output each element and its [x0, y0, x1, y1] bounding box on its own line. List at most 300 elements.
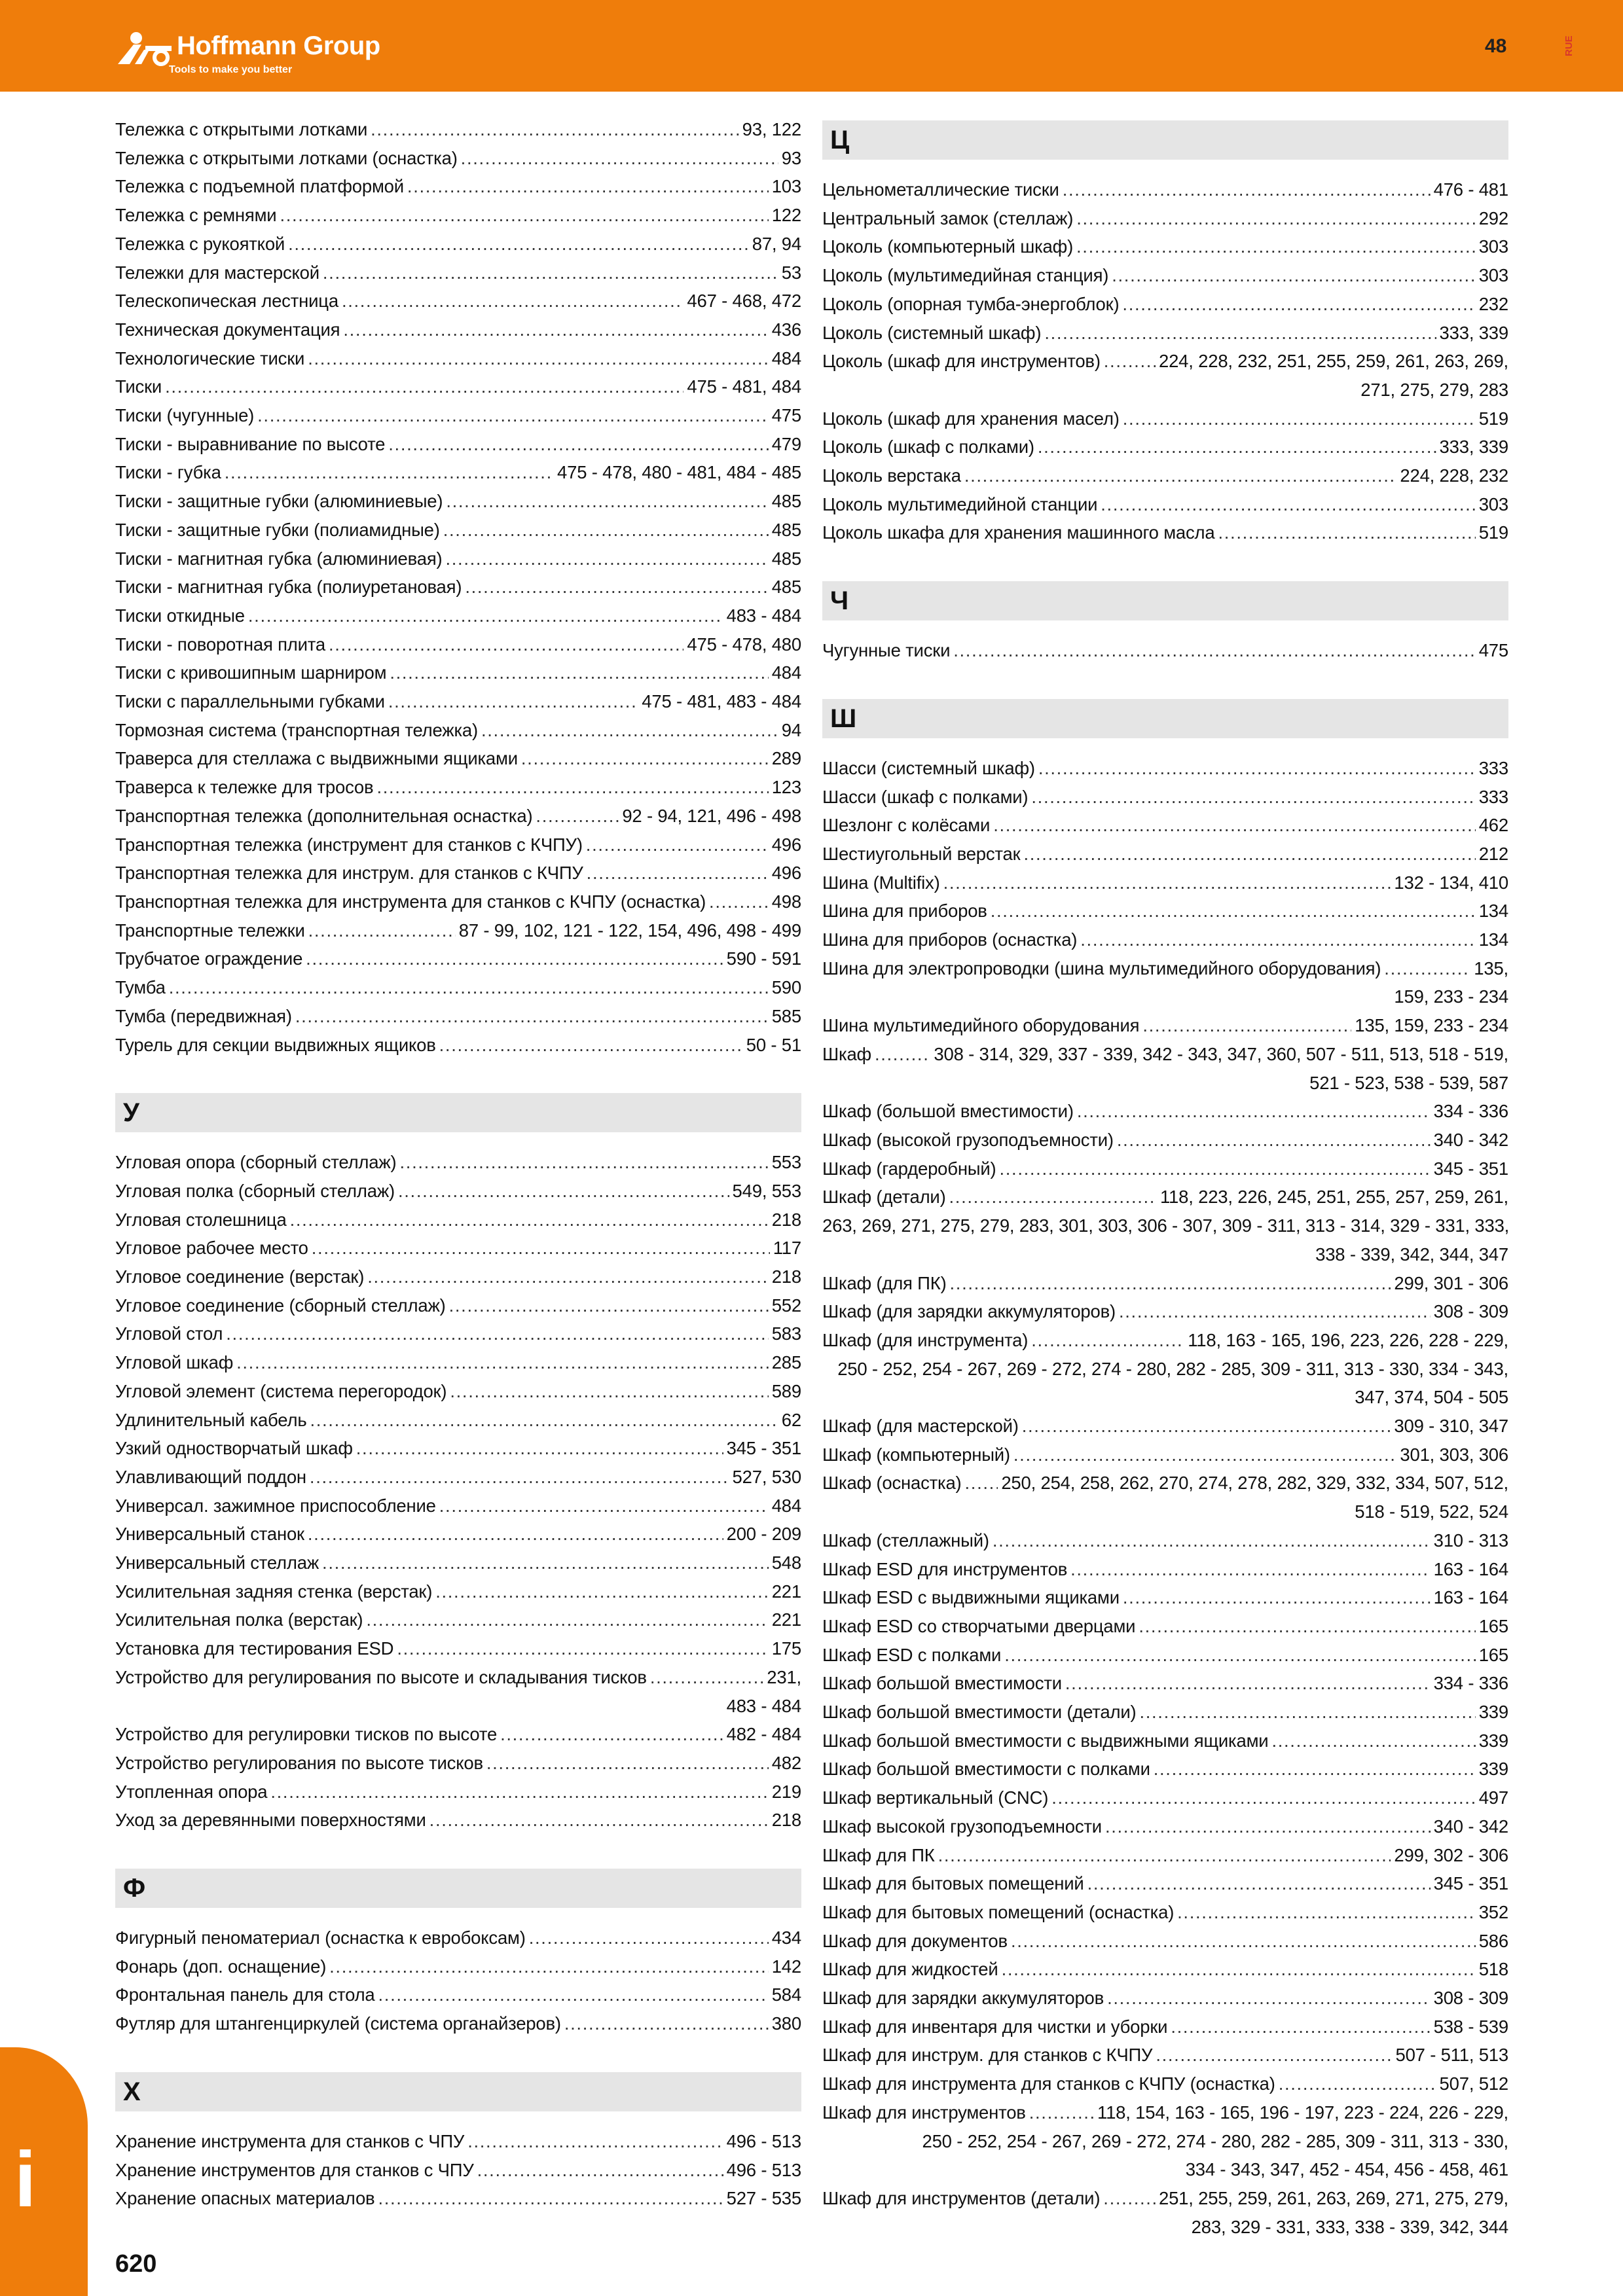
leader-dots [435, 1577, 768, 1606]
index-entry [115, 1924, 801, 1952]
index-entry-term: Транспортная тележка (инструмент для станков с КЧПУ) [115, 834, 583, 855]
index-entry [822, 1698, 1508, 1727]
index-entry [115, 1952, 801, 1981]
leader-dots [477, 2156, 723, 2185]
index-entry-term: Шина для приборов (оснастка) [822, 929, 1078, 950]
leader-dots [1218, 518, 1476, 547]
leader-dots [356, 1434, 723, 1463]
index-entry [822, 1183, 1508, 1211]
index-entry-term: Шина (Multifix) [822, 872, 940, 893]
leader-dots [400, 1148, 769, 1177]
index-entry-pages-continued: 250 - 252, 254 - 267, 269 - 272, 274 - 280, 282 - 285, 309 - 311, 313 - 330, [922, 2130, 1508, 2151]
index-entry-pages-continued: 283, 329 - 331, 333, 338 - 339, 342, 344 [1191, 2216, 1508, 2237]
index-entry-term: Шкаф (большой вместимости) [822, 1101, 1074, 1122]
index-entry-pages: 549, 553 [732, 1180, 801, 1201]
index-entry-term: Шкаф для инвентаря для чистки и уборки [822, 2016, 1168, 2037]
leader-dots [443, 516, 769, 545]
leader-dots [1104, 347, 1156, 376]
index-entry-term: Улавливающий поддон [115, 1466, 306, 1487]
index-entry [822, 1612, 1508, 1641]
leader-dots [1077, 1097, 1431, 1126]
index-entry-pages: 62 [781, 1409, 801, 1430]
index-entry-pages: 92 - 94, 121, 496 - 498 [622, 805, 801, 826]
index-entry [822, 1955, 1508, 1984]
index-entry-pages: 308 - 309 [1433, 1988, 1508, 2009]
index-entry [115, 458, 801, 487]
section-letter: У [123, 1098, 139, 1128]
index-entry-pages: 467 - 468, 472 [687, 291, 801, 312]
index-entry-pages: 308 - 314, 329, 337 - 339, 342 - 343, 347, 360, 507 - 511, 513, 518 - 519, [934, 1043, 1508, 1064]
index-entry [115, 2009, 801, 2038]
index-entry-pages-continued: 263, 269, 271, 275, 279, 283, 301, 303, 306 - 307, 309 - 311, 313 - 314, 329 - 331, 333, [822, 1215, 1510, 1236]
leader-dots [1031, 1326, 1184, 1355]
index-entry-pages: 553 [771, 1152, 801, 1173]
leader-dots [964, 461, 1397, 490]
index-entry-term: Цоколь (мультимедийная станция) [822, 265, 1109, 286]
index-entry [822, 783, 1508, 812]
index-entry-term: Тиски - магнитная губка (алюминиевая) [115, 548, 443, 569]
leader-dots [1122, 290, 1475, 319]
index-entry-pages: 590 [771, 977, 801, 998]
index-entry [115, 1577, 801, 1606]
leader-dots [1105, 1812, 1431, 1841]
section-header [822, 120, 1508, 160]
index-entry-pages: 219 [771, 1781, 801, 1802]
section-letter: Ш [830, 704, 857, 733]
index-entry-pages: 218 [771, 1810, 801, 1831]
leader-dots [586, 831, 769, 859]
index-entry-term: Шкаф (для ПК) [822, 1272, 947, 1293]
index-entry-term: Шкаф высокой грузоподъемности [822, 1816, 1102, 1837]
index-entry-pages: 303 [1478, 265, 1508, 286]
index-entry-pages: 518 [1478, 1959, 1508, 1980]
index-entry-pages: 548 [771, 1552, 801, 1573]
leader-dots [875, 1040, 930, 1069]
leader-dots [397, 1634, 768, 1663]
index-entry-term: Угловое рабочее место [115, 1238, 308, 1259]
index-entry-pages: 285 [771, 1352, 801, 1373]
index-entry [115, 687, 801, 716]
index-entry-pages: 118, 163 - 165, 196, 223, 226, 228 - 229, [1188, 1329, 1508, 1350]
index-entry [115, 1206, 801, 1234]
index-entry-pages: 303 [1478, 236, 1508, 257]
leader-dots [1087, 1869, 1431, 1898]
index-entry-term: Тиски - губка [115, 462, 221, 483]
index-entry-term: Тележка с открытыми лотками [115, 119, 368, 139]
index-entry [115, 1031, 801, 1060]
index-entry-term: Шкаф большой вместимости [822, 1673, 1062, 1694]
index-entry-pages: 482 - 484 [726, 1724, 801, 1745]
leader-dots [1279, 2070, 1436, 2098]
index-entry-pages: 475 - 481, 483 - 484 [642, 691, 801, 712]
index-entry-pages: 436 [771, 319, 801, 340]
index-entry-term: Тележка с ремнями [115, 205, 277, 226]
index-entry-term: Удлинительный кабель [115, 1409, 307, 1430]
index-entry-pages: 476 - 481 [1433, 179, 1508, 200]
leader-dots [225, 458, 554, 487]
index-entry-term: Чугунные тиски [822, 640, 951, 661]
index-entry-pages: 485 [771, 519, 801, 540]
index-entry-term: Траверса к тележке для тросов [115, 777, 374, 798]
index-entry [822, 869, 1508, 897]
index-entry-term: Тумба [115, 977, 166, 998]
index-entry [115, 1463, 801, 1492]
index-entry-pages: 538 - 539 [1433, 2016, 1508, 2037]
index-entry-pages: 103 [771, 176, 801, 197]
index-entry-term: Устройство для регулирования по высоте и складывания тисков [115, 1666, 647, 1687]
index-entry-pages-continued: 334 - 343, 347, 452 - 454, 456 - 458, 461 [1185, 2159, 1508, 2180]
index-entry-pages: 583 [771, 1323, 801, 1344]
leader-dots [1076, 232, 1476, 261]
index-entry [115, 916, 801, 945]
index-entry [115, 888, 801, 916]
index-entry-term: Фронтальная панель для стола [115, 1984, 375, 2005]
index-entry-term: Тумба (передвижная) [115, 1005, 292, 1026]
index-entry-pages: 132 - 134, 410 [1394, 872, 1508, 893]
leader-dots [308, 1520, 723, 1549]
index-entry-term: Угловая полка (сборный стеллаж) [115, 1180, 395, 1201]
leader-dots [322, 1549, 769, 1577]
index-entry-pages: 339 [1478, 1759, 1508, 1780]
index-column-right [822, 115, 1508, 2241]
index-entry-pages: 310 - 313 [1433, 1530, 1508, 1551]
index-entry-term: Техническая документация [115, 319, 340, 340]
index-entry-term: Хранение опасных материалов [115, 2188, 375, 2209]
index-entry-pages: 251, 255, 259, 261, 263, 269, 271, 275, 279, [1158, 2188, 1508, 2208]
leader-dots [1123, 1583, 1431, 1612]
index-entry-term: Универсальный стеллаж [115, 1552, 319, 1573]
leader-dots [1139, 1698, 1475, 1727]
section-header [822, 699, 1508, 738]
hoffmann-logo-icon [115, 30, 174, 68]
index-entry-pages: 552 [771, 1295, 801, 1316]
index-entry [822, 840, 1508, 869]
index-entry-pages: 231, [767, 1666, 801, 1687]
index-entry-pages: 519 [1478, 522, 1508, 543]
leader-dots [310, 1463, 729, 1492]
leader-dots [1063, 175, 1431, 204]
index-entry-pages: 485 [771, 548, 801, 569]
index-entry-term: Транспортная тележка для инструм. для станков с КЧПУ [115, 863, 583, 884]
index-entry [115, 973, 801, 1002]
index-entry-pages-continued: 338 - 339, 342, 344, 347 [1315, 1244, 1508, 1265]
leader-dots [439, 1031, 743, 1060]
index-entry-term: Тиски - выравнивание по высоте [115, 433, 386, 454]
index-entry-pages: 224, 228, 232 [1400, 465, 1508, 486]
index-entry-term: Тележки для мастерской [115, 262, 319, 283]
section-letter: Ф [123, 1874, 146, 1903]
leader-dots [378, 1981, 769, 2009]
index-entry-pages: 301, 303, 306 [1400, 1444, 1508, 1465]
index-entry [115, 2184, 801, 2213]
index-entry-pages: 589 [771, 1380, 801, 1401]
leader-dots [991, 897, 1476, 925]
index-entry-term: Шасси (системный шкаф) [822, 757, 1035, 778]
index-entry [115, 744, 801, 773]
leader-dots [1004, 1641, 1476, 1670]
index-entry [822, 461, 1508, 490]
leader-dots [308, 916, 456, 945]
leader-dots [1177, 1898, 1476, 1927]
index-entry-term: Цоколь (опорная тумба-энергоблок) [822, 293, 1120, 314]
index-entry-pages: 496 - 513 [726, 2130, 801, 2151]
index-entry-pages: 175 [771, 1638, 801, 1659]
index-entry-term: Устройство для регулировки тисков по высоте [115, 1724, 498, 1745]
index-entry-pages: 289 [771, 748, 801, 769]
index-entry-pages: 333, 339 [1439, 437, 1508, 457]
leader-dots [306, 944, 723, 973]
index-entry-term: Шкаф (детали) [822, 1187, 946, 1208]
leader-dots [650, 1663, 763, 1692]
leader-dots [1023, 840, 1475, 869]
leader-dots [407, 172, 769, 201]
index-entry [115, 831, 801, 859]
leader-dots [993, 1526, 1431, 1555]
index-entry-pages: 345 - 351 [726, 1438, 801, 1459]
index-entry [115, 1348, 801, 1377]
index-entry-pages: 200 - 209 [726, 1524, 801, 1545]
index-entry [822, 1126, 1508, 1155]
index-entry-pages: 232 [1478, 293, 1508, 314]
index-entry [115, 658, 801, 687]
leader-dots [1065, 1669, 1431, 1698]
leader-dots [450, 1377, 768, 1406]
index-entry [822, 1555, 1508, 1584]
leader-dots [310, 1406, 778, 1435]
leader-dots [329, 630, 684, 659]
index-entry-term: Цоколь верстака [822, 465, 961, 486]
leader-dots [312, 1234, 770, 1263]
index-entry [115, 802, 801, 831]
leader-dots [1101, 490, 1475, 519]
index-entry [822, 1869, 1508, 1898]
index-entry [115, 259, 801, 287]
index-entry-pages: 475 [1478, 640, 1508, 661]
index-entry [822, 1326, 1508, 1355]
index-entry [822, 1011, 1508, 1040]
index-entry-term: Шина для приборов [822, 901, 987, 922]
index-entry-term: Тележка с открытыми лотками (оснастка) [115, 147, 458, 168]
index-entry [822, 1984, 1508, 2013]
index-entry [115, 2127, 801, 2156]
index-entry-pages: 134 [1478, 901, 1508, 922]
leader-dots [248, 601, 723, 630]
index-entry [822, 2098, 1508, 2127]
index-entry-pages: 340 - 342 [1433, 1129, 1508, 1150]
index-entry-pages: 584 [771, 1984, 801, 2005]
index-entry [822, 232, 1508, 261]
index-entry-term: Угловая столешница [115, 1209, 287, 1230]
index-entry-term: Угловой элемент (система перегородок) [115, 1380, 447, 1401]
page-header [0, 0, 1623, 92]
info-side-tab [0, 2047, 88, 2296]
index-entry-term: Тиски [115, 376, 162, 397]
index-entry [822, 290, 1508, 319]
index-entry-term: Шкаф (для мастерской) [822, 1416, 1019, 1437]
leader-dots [500, 1720, 723, 1749]
index-entry-pages: 135, 159, 233 - 234 [1355, 1015, 1508, 1036]
leader-dots [342, 287, 684, 315]
section-letter: Ч [830, 586, 849, 616]
index-entry-term: Траверса для стеллажа с выдвижными ящиками [115, 748, 518, 769]
index-entry-pages-continued: 159, 233 - 234 [1394, 986, 1508, 1007]
index-entry-term: Шкаф (компьютерный) [822, 1444, 1010, 1465]
index-entry-pages: 590 - 591 [726, 948, 801, 969]
index-entry-term: Центральный замок (стеллаж) [822, 207, 1074, 228]
index-entry-term: Установка для тестирования ESD [115, 1638, 394, 1659]
section-header [822, 581, 1508, 620]
index-entry-term: Цоколь мультимедийной станции [822, 493, 1098, 514]
index-entry [115, 372, 801, 401]
index-entry [822, 490, 1508, 519]
index-entry [115, 1663, 801, 1692]
leader-dots [1038, 754, 1476, 783]
index-entry [822, 1155, 1508, 1183]
index-entry [115, 1234, 801, 1263]
index-entry-pages: 142 [771, 1956, 801, 1977]
index-entry-term: Угловая опора (сборный стеллаж) [115, 1152, 397, 1173]
leader-dots [1154, 1755, 1476, 1784]
index-entry-term: Тележка с рукояткой [115, 233, 285, 254]
index-entry [822, 2184, 1508, 2213]
index-entry-pages: 333, 339 [1439, 322, 1508, 343]
index-entry [115, 1263, 801, 1291]
leader-dots [1139, 1612, 1475, 1641]
index-entry-pages: 340 - 342 [1433, 1816, 1508, 1837]
index-entry-term: Шкаф для жидкостей [822, 1959, 998, 1980]
index-entry-term: Шкаф для бытовых помещений [822, 1873, 1084, 1894]
index-entry-term: Шкаф [822, 1043, 871, 1064]
index-entry-pages: 496 [771, 863, 801, 884]
index-entry [115, 1549, 801, 1577]
index-entry [822, 811, 1508, 840]
index-entry [822, 1526, 1508, 1555]
index-entry [822, 204, 1508, 233]
index-entry-term: Тиски с параллельными губками [115, 691, 385, 712]
index-entry [115, 944, 801, 973]
leader-dots [429, 1806, 769, 1835]
leader-dots [938, 1841, 1391, 1870]
leader-dots [371, 115, 739, 144]
leader-dots [1070, 1555, 1430, 1584]
index-entry [822, 2013, 1508, 2041]
index-entry-term: Узкий одностворчатый шкаф [115, 1438, 353, 1459]
index-entry-pages: 93 [781, 147, 801, 168]
section-header [115, 1093, 801, 1132]
index-entry [115, 1749, 801, 1778]
index-entry-pages: 479 [771, 433, 801, 454]
index-entry-term: Тормозная система (транспортная тележка) [115, 719, 478, 740]
leader-dots [965, 1469, 998, 1498]
leader-dots [950, 1269, 1391, 1298]
index-entry-pages-continued: 518 - 519, 522, 524 [1355, 1501, 1508, 1522]
leader-dots [366, 1605, 768, 1634]
index-entry [115, 1377, 801, 1406]
index-entry-term: Цоколь (компьютерный шкаф) [822, 236, 1074, 257]
index-entry [115, 344, 801, 373]
index-entry [115, 1520, 801, 1549]
leader-dots [308, 344, 768, 373]
leader-dots [398, 1177, 729, 1206]
index-entry-pages: 292 [1478, 207, 1508, 228]
leader-dots [521, 744, 769, 773]
index-entry [115, 172, 801, 201]
leader-dots [343, 315, 768, 344]
index-entry-term: Фонарь (доп. оснащение) [115, 1956, 327, 1977]
leader-dots [376, 773, 768, 802]
index-entry [822, 261, 1508, 290]
index-entry-pages: 497 [1478, 1787, 1508, 1808]
index-entry-pages-continued: 271, 275, 279, 283 [1360, 379, 1508, 400]
index-entry-pages: 221 [771, 1609, 801, 1630]
leader-dots [1142, 1011, 1351, 1040]
leader-dots [467, 2127, 723, 2156]
index-entry [115, 1720, 801, 1749]
index-entry-pages: 250, 254, 258, 262, 270, 274, 278, 282, 329, 332, 334, 507, 512, [1001, 1473, 1508, 1494]
index-entry-pages: 462 [1478, 815, 1508, 836]
index-entry-pages: 482 [771, 1752, 801, 1773]
index-entry-pages: 50 - 51 [746, 1034, 801, 1055]
leader-dots [1013, 1441, 1397, 1469]
index-entry [822, 2041, 1508, 2070]
leader-dots [1123, 404, 1476, 433]
index-entry-pages: 123 [771, 777, 801, 798]
leader-dots [280, 201, 768, 230]
index-entry-pages: 339 [1478, 1730, 1508, 1751]
index-entry-term: Фигурный пеноматериал (оснастка к евробоксам) [115, 1928, 526, 1948]
index-entry-pages: 345 - 351 [1433, 1158, 1508, 1179]
index-entry-pages: 135, [1474, 958, 1508, 978]
index-entry-pages: 212 [1478, 843, 1508, 864]
index-entry-term: Тиски откидные [115, 605, 245, 626]
leader-dots [536, 802, 619, 831]
index-entry [822, 1841, 1508, 1870]
index-entry-term: Тиски - поворотная плита [115, 634, 325, 655]
index-entry-pages: 475 [771, 405, 801, 426]
index-entry-pages: 334 - 336 [1433, 1101, 1508, 1122]
section-letter: Ц [830, 126, 850, 154]
index-entry [115, 1177, 801, 1206]
leader-dots [1002, 1955, 1476, 1984]
index-entry [822, 1297, 1508, 1326]
index-entry-pages: 496 [771, 834, 801, 855]
leader-dots [367, 1263, 768, 1291]
index-entry-term: Шкаф (для зарядки аккумуляторов) [822, 1301, 1116, 1322]
index-entry [822, 1812, 1508, 1841]
index-entry [822, 347, 1508, 376]
section-header [115, 2072, 801, 2111]
index-entry-pages: 118, 223, 226, 245, 251, 255, 257, 259, 261, [1160, 1187, 1508, 1208]
index-entry [115, 1806, 801, 1835]
leader-dots [1031, 783, 1475, 812]
index-entry-term: Шкаф для бытовых помещений (оснастка) [822, 1901, 1175, 1922]
index-entry-pages: 165 [1478, 1644, 1508, 1665]
index-entry [822, 754, 1508, 783]
index-entry-pages: 498 [771, 891, 801, 912]
leader-dots [1011, 1927, 1476, 1956]
index-entry [115, 2156, 801, 2185]
index-entry-term: Шезлонг с колёсами [822, 815, 991, 836]
index-entry-term: Универсал. зажимное приспособление [115, 1495, 436, 1516]
leader-dots [1156, 2041, 1392, 2070]
index-entry [115, 1434, 801, 1463]
index-entry-pages: 484 [771, 348, 801, 368]
index-entry-term: Шкаф (для инструмента) [822, 1329, 1029, 1350]
index-entry-term: Угловое соединение (верстак) [115, 1266, 365, 1287]
index-entry [822, 1669, 1508, 1698]
index-entry-pages: 118, 154, 163 - 165, 196 - 197, 223 - 224, 226 - 229, [1097, 2102, 1508, 2123]
index-entry-term: Шкаф (стеллажный) [822, 1530, 989, 1551]
